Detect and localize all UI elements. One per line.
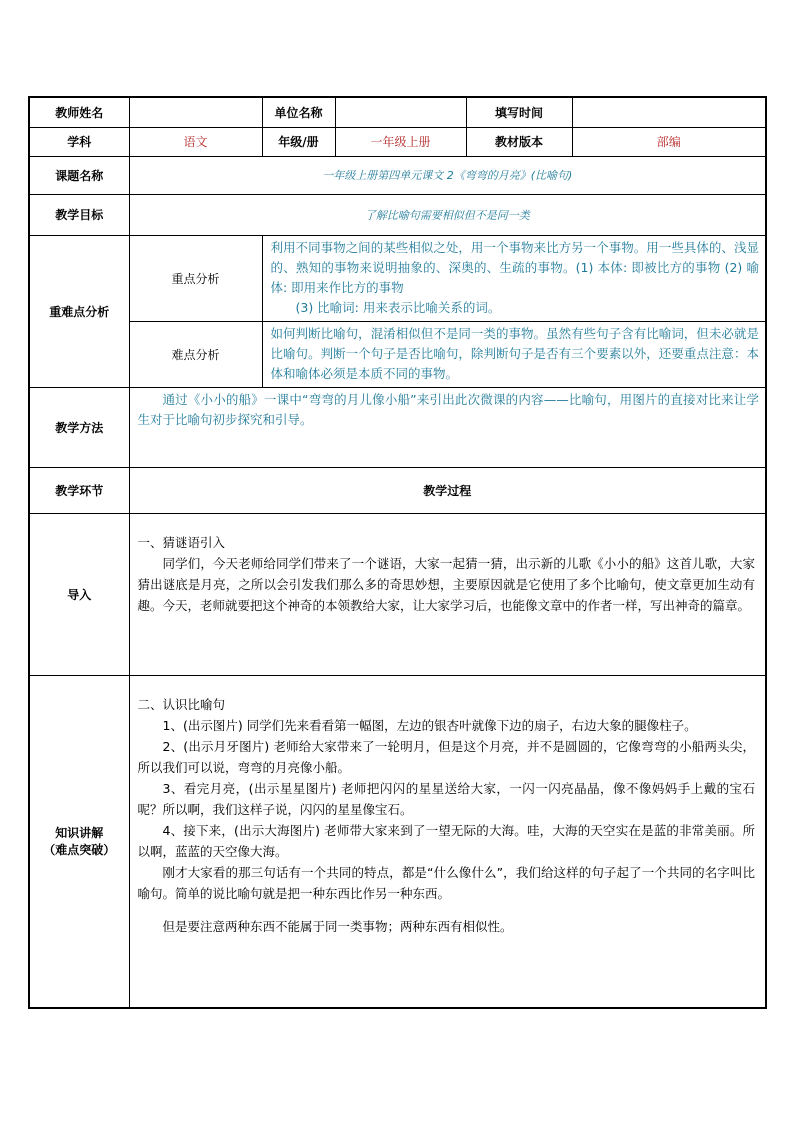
hard-analysis-label: 难点分析 (129, 321, 262, 387)
lesson-title-value: 一年级上册第四单元课文 2《弯弯的月亮》(比喻句) (129, 156, 766, 194)
key-analysis-paragraph-2: (3) 比喻词: 用来表示比喻关系的词。 (295, 300, 501, 315)
subject-label: 学科 (29, 127, 129, 156)
teaching-goal-row (29, 194, 766, 235)
analysis-label: 重难点分析 (29, 235, 129, 387)
lesson-plan-page (28, 96, 765, 1011)
knowledge-label-sub: （难点突破） (43, 843, 116, 858)
grade-value: 一年级上册 (335, 127, 466, 156)
fill-date-label: 填写时间 (466, 97, 572, 127)
teaching-method-cell (129, 387, 766, 467)
intro-heading: 一、猜谜语引入 (137, 534, 226, 550)
edition-label: 教材版本 (466, 127, 572, 156)
subject-row (29, 127, 766, 156)
key-analysis-paragraph: 利用不同事物之间的某些相似之处，用一个事物来比方另一个事物。用一些具体的、浅显的、熟知的事物来说明抽象的、深奥的、生疏的事物。(1) 本体: 即被比方的事物 (2) 喻体: 即用来作比方的事物 (270, 240, 759, 295)
knowledge-item-3: 3、看完月亮，(出示星星图片) 老师把闪闪的星星送给大家，一闪一闪亮晶晶，像不像妈妈手上戴的宝石呢？所以啊，我们这样子说，闪闪的星星像宝石。 (137, 780, 755, 817)
hard-analysis-row (29, 321, 766, 387)
teaching-goal-label: 教学目标 (29, 194, 129, 235)
hard-analysis-text: 如何判断比喻句，混淆相似但不是同一类的事物。虽然有些句子含有比喻词，但未必就是比喻句。判断一个句子是否比喻句，除判断句子是否有三个要素以外，还要重点注意：本体和喻体必须是本质不同的事物。 (262, 321, 766, 387)
process-header-row (29, 467, 766, 513)
key-analysis-row (29, 235, 766, 321)
unit-name-value (335, 97, 466, 127)
knowledge-note: 但是要注意两种东西不能属于同一类事物；两种东西有相似性。 (162, 918, 513, 934)
teaching-goal-value: 了解比喻句需要相似但不是同一类 (129, 194, 766, 235)
knowledge-item-1: 1、(出示图片) 同学们先来看看第一幅图，左边的银杏叶就像下边的扇子，右边大象的腿像柱子。 (162, 717, 697, 733)
teaching-method-row (29, 387, 766, 467)
key-analysis-label: 重点分析 (129, 235, 262, 321)
subject-value: 语文 (129, 127, 262, 156)
unit-name-label: 单位名称 (262, 97, 335, 127)
knowledge-item-2: 2、(出示月牙图片) 老师给大家带来了一轮明月，但是这个月亮，并不是圆圆的，它像弯弯的小船两头尖，所以我们可以说，弯弯的月亮像小船。 (137, 738, 755, 775)
teaching-method-label: 教学方法 (29, 387, 129, 467)
lesson-plan-table (28, 96, 767, 1009)
fill-date-value (572, 97, 766, 127)
teacher-name-value (129, 97, 262, 127)
knowledge-label: 知识讲解 (55, 826, 104, 841)
knowledge-item-4: 4、接下来，(出示大海图片) 老师带大家来到了一望无际的大海。哇，大海的天空实在是蓝的非常美丽。所以啊，蓝蓝的天空像大海。 (137, 822, 755, 859)
stage-header: 教学环节 (29, 467, 129, 513)
teacher-name-label: 教师姓名 (29, 97, 129, 127)
teaching-method-text: 通过《小小的船》一课中“弯弯的月儿像小船”来引出此次微课的内容——比喻句，用图片的直接对比来让学生对于比喻句初步探究和引导。 (137, 391, 759, 427)
knowledge-label-cell (29, 675, 129, 1008)
knowledge-heading: 二、认识比喻句 (137, 696, 226, 712)
key-analysis-text (262, 235, 766, 321)
intro-row (29, 513, 766, 675)
knowledge-summary: 刚才大家看的那三句话有一个共同的特点，都是“什么像什么”，我们给这样的句子起了一个共同的名字叫比喻句。简单的说比喻句就是把一种东西比作另一种东西。 (137, 864, 755, 901)
lesson-title-label: 课题名称 (29, 156, 129, 194)
intro-text: 同学们，今天老师给同学们带来了一个谜语，大家一起猜一猜，出示新的儿歌《小小的船》这首儿歌，大家猜出谜底是月亮，之所以会引发我们那么多的奇思妙想，主要原因就是它使用了多个比喻句，使文章更加生动有趣。今天，老师就要把这个神奇的本领教给大家，让大家学习后，也能像文章中的作者一样，写出神奇的篇章。 (137, 555, 755, 613)
intro-content (129, 513, 766, 675)
edition-value: 部编 (572, 127, 766, 156)
teacher-info-row (29, 97, 766, 127)
knowledge-row (29, 675, 766, 1008)
lesson-title-row (29, 156, 766, 194)
process-header: 教学过程 (129, 467, 766, 513)
intro-label: 导入 (29, 513, 129, 675)
knowledge-content (129, 675, 766, 1008)
grade-label: 年级/册 (262, 127, 335, 156)
